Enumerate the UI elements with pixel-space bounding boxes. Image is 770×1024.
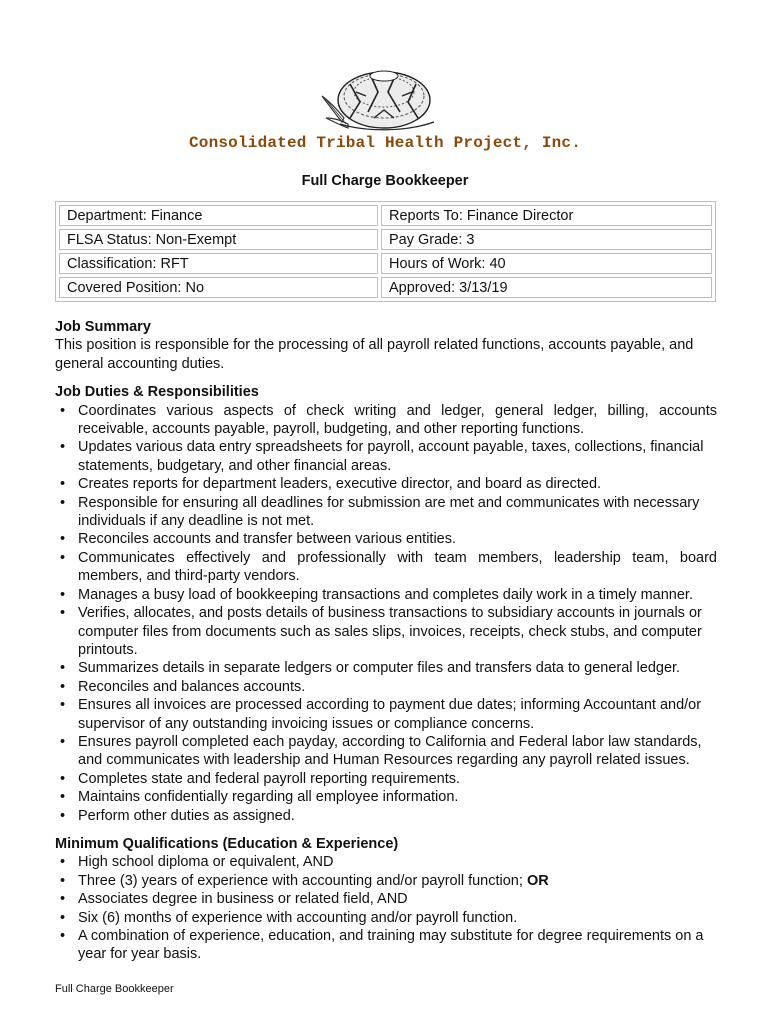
list-item: • Reconciles accounts and transfer between various entities. [55, 530, 717, 548]
list-item [55, 890, 717, 908]
covered-position-cell: Covered Position: No [59, 277, 378, 298]
table-row [59, 277, 712, 298]
list-item: • Maintains confidentially regarding all employee information. [55, 788, 717, 806]
job-summary-heading: Job Summary [55, 319, 151, 335]
list-item: • Communicates effectively and professionally with team members, leadership team, board members, and third-party vendors. [55, 549, 717, 586]
list-item: • Coordinates various aspects of check writing and ledger, general ledger, billing, accounts receivable, accounts payable, payroll, budgeting, and other reporting functions. [55, 402, 717, 439]
job-title: Full Charge Bookkeeper [301, 173, 469, 189]
page-footer: Full Charge Bookkeeper [55, 983, 174, 995]
list-item [55, 909, 717, 927]
list-item: • Responsible for ensuring all deadlines for submission are met and communicates with necessary individuals if any deadline is not met. [55, 494, 717, 531]
list-item [55, 872, 717, 890]
qualification-text: High school diploma or equivalent, AND [78, 854, 334, 871]
flsa-status-cell: FLSA Status: Non-Exempt [59, 229, 378, 250]
table-row [59, 229, 712, 250]
list-item: • Manages a busy load of bookkeeping transactions and completes daily work in a timely manner. [55, 586, 717, 604]
list-item: • Reconciles and balances accounts. [55, 678, 717, 696]
qualification-or-emphasis: OR [526, 872, 549, 889]
qualification-text: Associates degree in business or related field, AND [78, 891, 408, 908]
qualification-text: Six (6) months of experience with accounting and/or payroll function. [78, 909, 518, 926]
hours-of-work-cell: Hours of Work: 40 [381, 253, 712, 274]
list-item [55, 853, 717, 871]
reports-to-cell: Reports To: Finance Director [381, 205, 712, 226]
qualification-text: A combination of experience, education, and training may substitute for degree requirements on a year for year basis. [78, 928, 704, 963]
job-summary-text: This position is responsible for the processing of all payroll related functions, accounts payable, and general accounting duties. [55, 337, 694, 372]
table-row [59, 253, 712, 274]
list-item: • Summarizes details in separate ledgers or computer files and transfers data to general ledger. [55, 659, 717, 677]
pay-grade-cell: Pay Grade: 3 [381, 229, 712, 250]
list-item: • Ensures all invoices are processed according to payment due dates; informing Accountant and/or supervisor of any outstanding invoicing issues or compliance concerns. [55, 696, 717, 733]
document-body [55, 318, 717, 964]
qualifications-heading: Minimum Qualifications (Education & Experience) [55, 835, 399, 852]
list-item: • Updates various data entry spreadsheets for payroll, account payable, taxes, collections, financial statements, budgetary, and other financial areas. [55, 438, 717, 475]
department-cell: Department: Finance [59, 205, 378, 226]
list-item: • Completes state and federal payroll reporting requirements. [55, 770, 717, 788]
tribal-basket-feathers-icon [316, 62, 440, 134]
list-item: • Creates reports for department leaders, executive director, and board as directed. [55, 475, 717, 493]
table-row [59, 205, 712, 226]
organization-name: Consolidated Tribal Health Project, Inc. [188, 134, 582, 152]
list-item: • Verifies, allocates, and posts details of business transactions to subsidiary accounts in journals or computer files from documents such as sales slips, invoices, receipts, check stubs, and computer printouts. [55, 604, 717, 659]
position-info-table [55, 201, 716, 302]
qualification-text: Three (3) years of experience with accounting and/or payroll function; [78, 872, 527, 889]
classification-cell: Classification: RFT [59, 253, 378, 274]
duties-heading: Job Duties & Responsibilities [55, 384, 259, 401]
list-item: • Ensures payroll completed each payday, according to California and Federal labor law standards, and communicates with leadership and Human Resources regarding any payroll related issues. [55, 733, 717, 770]
list-item [55, 927, 717, 964]
approved-date-cell: Approved: 3/13/19 [381, 277, 712, 298]
duties-list [55, 402, 717, 825]
qualifications-list [55, 853, 717, 963]
list-item: • Perform other duties as assigned. [55, 807, 717, 825]
